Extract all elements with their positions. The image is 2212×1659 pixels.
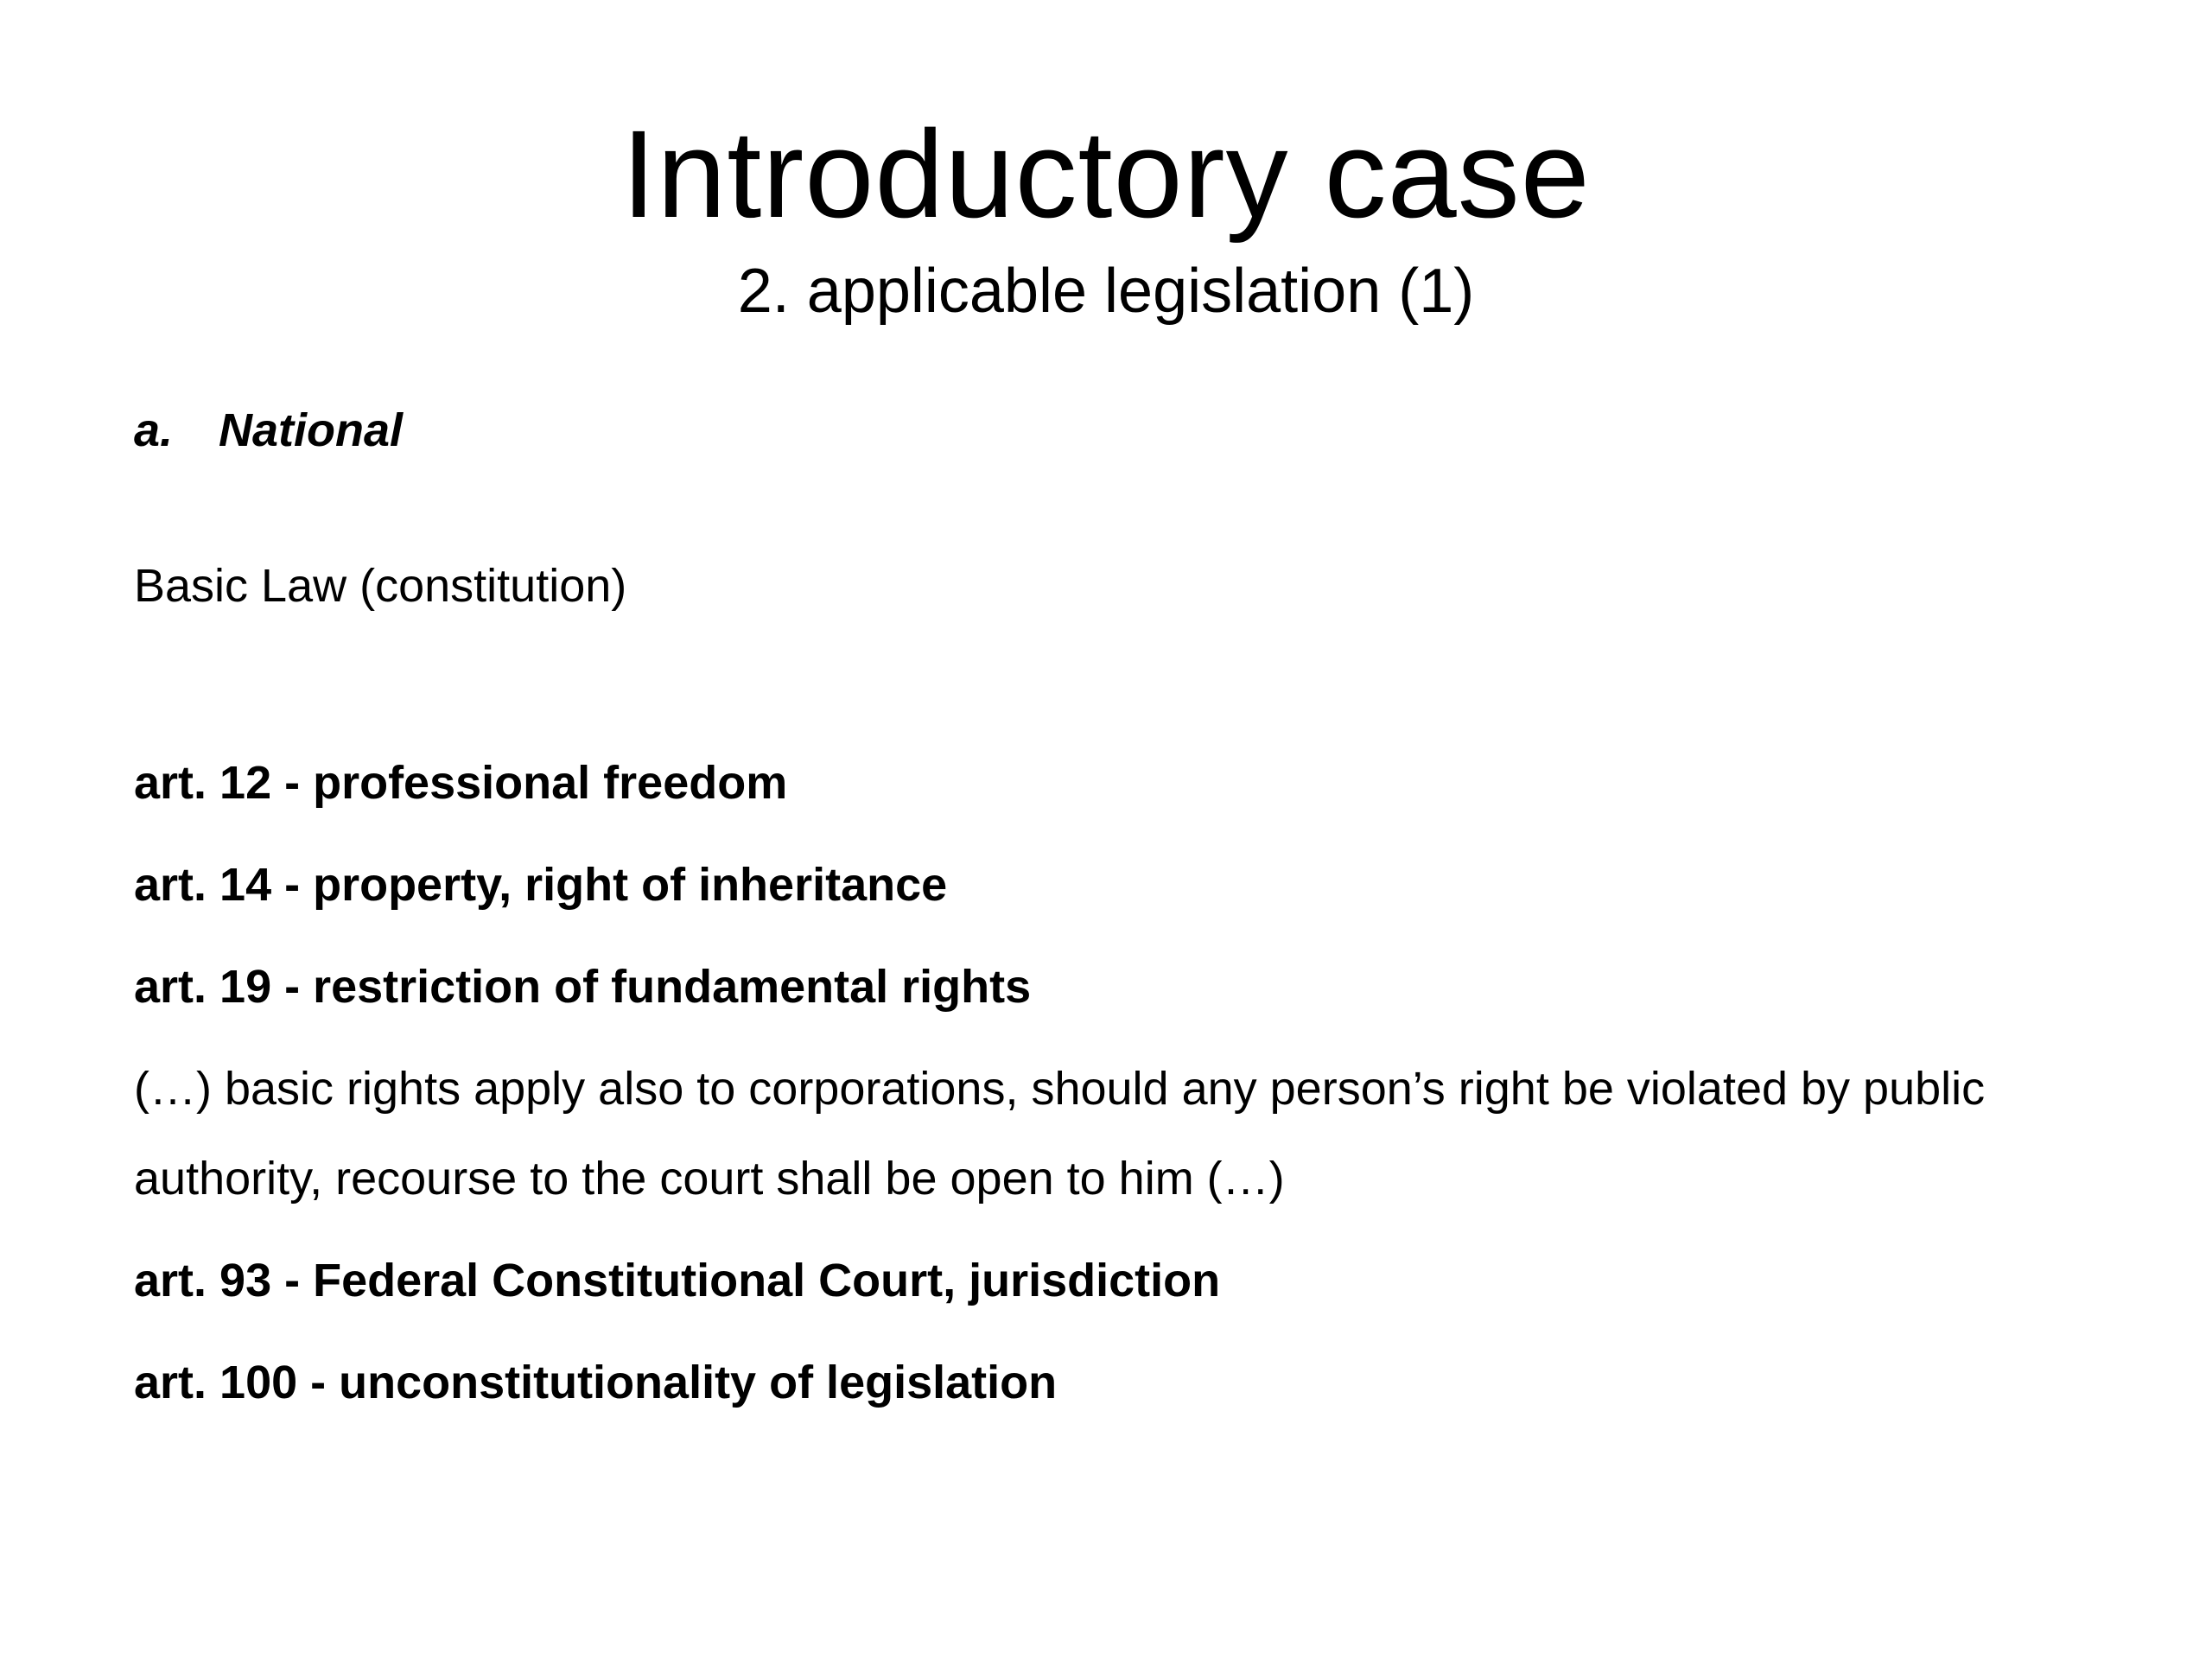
basic-law-line: Basic Law (constitution)	[134, 560, 627, 612]
slide-title: Introductory case	[621, 105, 1591, 244]
quote-line: (…) basic rights apply also to corporations, should any person’s right be violated by public	[134, 1063, 1986, 1115]
article-line: art. 14 - property, right of inheritance	[134, 859, 948, 911]
section-marker: a.	[134, 404, 174, 456]
quote-line: authority, recourse to the court shall be open to him (…)	[134, 1153, 1285, 1205]
article-line: art. 100 - unconstitutionality of legislation	[134, 1357, 1058, 1408]
section-label: National	[219, 404, 404, 456]
article-line: art. 12 - professional freedom	[134, 757, 788, 809]
article-line: art. 19 - restriction of fundamental rights	[134, 961, 1032, 1013]
article-line: art. 93 - Federal Constitutional Court, jurisdiction	[134, 1255, 1221, 1306]
section-heading	[134, 403, 403, 458]
slide-subtitle: 2. applicable legislation (1)	[737, 257, 1475, 326]
